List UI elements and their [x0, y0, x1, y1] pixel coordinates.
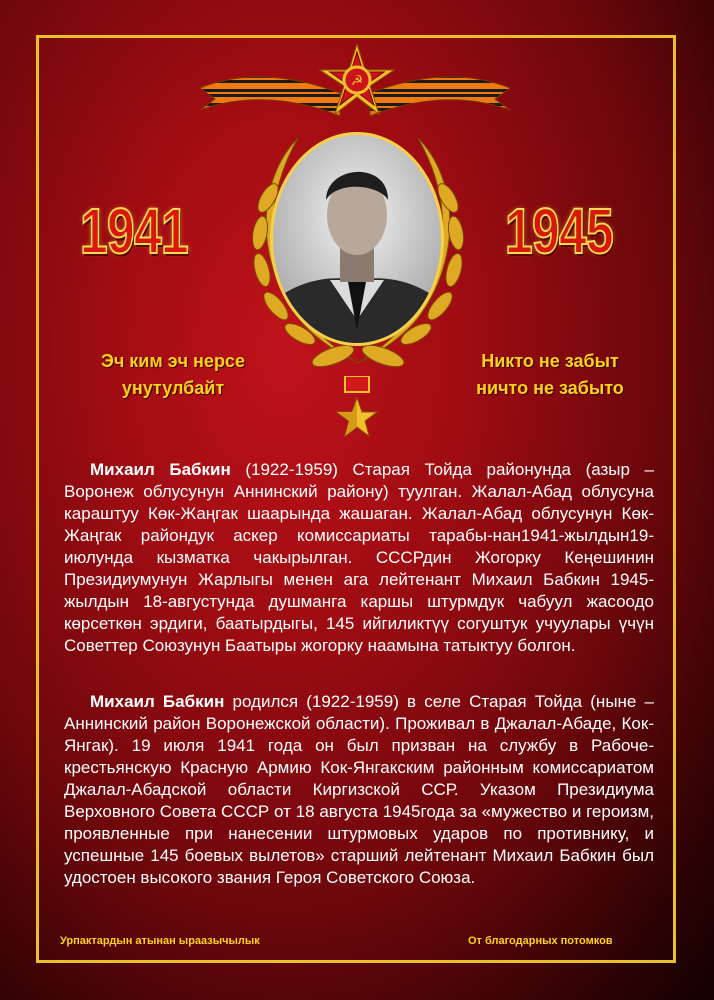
footer-kyrgyz: Урпактардын атынан ыраазычылык: [60, 935, 260, 947]
footer-russian: От благодарных потомков: [468, 935, 613, 947]
motto-russian-line2: ничто не забыто: [476, 378, 624, 398]
year-end: 1945: [505, 195, 613, 267]
bio-russian-name: Михаил Бабкин: [90, 692, 225, 711]
bio-kyrgyz-name: Михаил Бабкин: [90, 460, 231, 479]
bio-kyrgyz-text: (1922-1959) Старая Тойда районунда (азыр – Воронеж облусунун Аннинский району) туулган. Жалал-Абад облусуна караштуу Көк-Жаңгак шаарында жашаган. Жалал-Абад облусунун Көк-Жаңгак райондук аскер комиссариаты тарабы-нан1941-жылдын19-июлунда кызматка чакырылган. СССРдин Жогорку Кеңешинин Президиумунун Жарлыгы менен ага лейтенант Михаил Бабкин 1945-жылдын 18-августунда душманга каршы штурмдук чабуул жасоодо көрсеткөн эрдиги, баатырдыгы, 145 ийгиликтүү согуштук учуулары үчүн Советтер Союзунун Баатыры жогорку наамына татыктуу болгон.: [64, 460, 654, 655]
year-start: 1941: [80, 195, 188, 267]
motto-russian: [440, 348, 660, 402]
hero-gold-star-medal: [336, 376, 378, 448]
motto-russian-line1: Никто не забыт: [481, 351, 619, 371]
motto-kyrgyz: [58, 348, 288, 402]
motto-kyrgyz-line1: Эч ким эч нерсе: [101, 351, 245, 371]
biography-kyrgyz: [64, 459, 654, 657]
order-of-patriotic-war-icon: [318, 42, 396, 120]
biography-russian: [64, 691, 654, 889]
svg-text:☭: ☭: [350, 73, 364, 89]
motto-kyrgyz-line2: унутулбайт: [121, 378, 225, 398]
portrait-photo: [268, 130, 446, 348]
bio-russian-text: родился (1922-1959) в селе Старая Тойда (ныне – Аннинский район Воронежской области). Проживал в Джалал-Абаде, Кок-Янгак). 19 июля 1941 года он был призван на службу в Рабоче-крестьянскую Красную Армию Кок-Янгакским районным комиссариатом Джалал-Абадской области Киргизской ССР. Указом Президиума Верховного Совета СССР от 18 августа 1945года за «мужество и героизм, проявленные при нанесении штурмовых ударов по противнику, и успешные 145 боевых вылетов» старший лейтенант Михаил Бабкин был удостоен высокого звания Героя Советского Союза.: [64, 692, 654, 887]
